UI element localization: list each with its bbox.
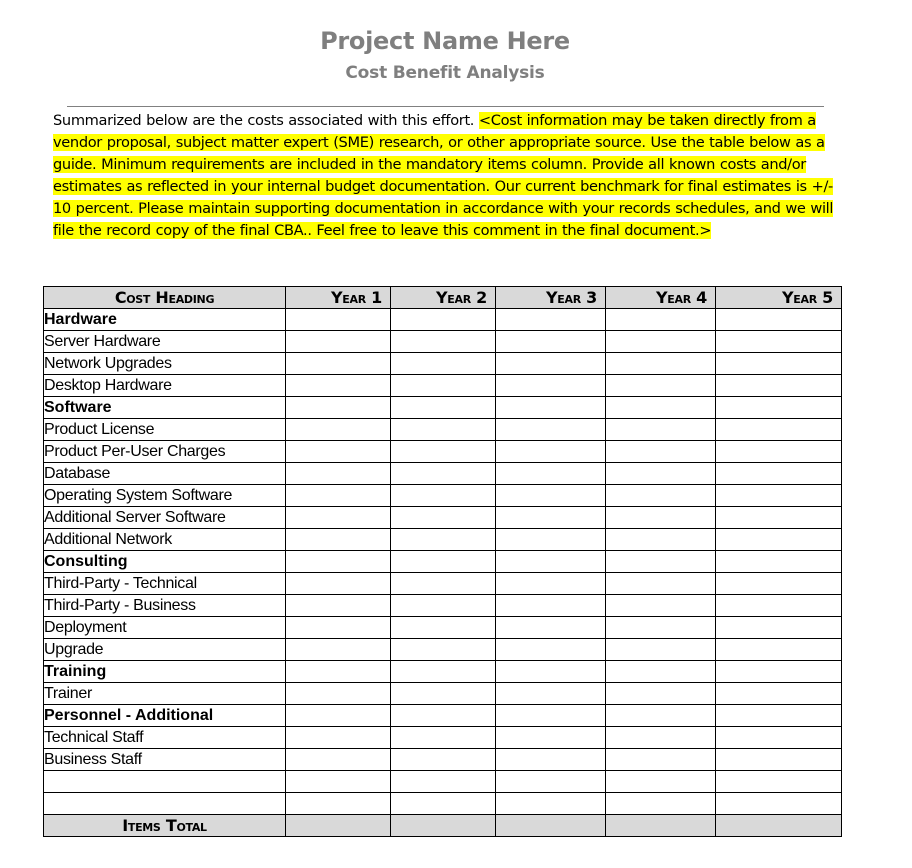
cost-cell-year-3[interactable] <box>496 705 606 727</box>
cost-cell-year-3[interactable] <box>496 353 606 375</box>
cost-cell-year-5[interactable] <box>716 375 842 397</box>
table-row <box>44 353 842 375</box>
table-row <box>44 507 842 529</box>
cost-cell-year-1[interactable] <box>286 617 391 639</box>
total-cell-year-5[interactable] <box>716 815 842 837</box>
category-label[interactable]: Hardware <box>44 309 286 331</box>
cost-cell-year-3[interactable] <box>496 727 606 749</box>
cost-cell-year-3[interactable] <box>496 331 606 353</box>
cost-cell-year-3[interactable] <box>496 749 606 771</box>
total-cell-year-2[interactable] <box>391 815 496 837</box>
cost-cell-year-3[interactable] <box>496 661 606 683</box>
cost-cell-year-4[interactable] <box>606 793 716 815</box>
item-label[interactable]: Server Hardware <box>44 331 286 353</box>
table-row <box>44 375 842 397</box>
cost-cell-year-5[interactable] <box>716 485 842 507</box>
cost-cell-year-5[interactable] <box>716 397 842 419</box>
table-row <box>44 529 842 551</box>
item-label[interactable]: Network Upgrades <box>44 353 286 375</box>
cost-cell-year-5[interactable] <box>716 551 842 573</box>
cost-cell-year-5[interactable] <box>716 705 842 727</box>
cost-cell-year-1[interactable] <box>286 661 391 683</box>
cost-cell-year-4[interactable] <box>606 617 716 639</box>
item-label[interactable]: Desktop Hardware <box>44 375 286 397</box>
cost-cell-year-3[interactable] <box>496 397 606 419</box>
cost-cell-year-2[interactable] <box>391 419 496 441</box>
header-year-3: Year 3 <box>496 287 606 309</box>
item-label[interactable]: Product Per-User Charges <box>44 441 286 463</box>
cost-cell-year-3[interactable] <box>496 441 606 463</box>
cost-cell-year-1[interactable] <box>286 353 391 375</box>
items-total-row <box>44 815 842 837</box>
cost-cell-year-4[interactable] <box>606 639 716 661</box>
cost-cell-year-5[interactable] <box>716 771 842 793</box>
cost-cell-year-3[interactable] <box>496 573 606 595</box>
cost-cell-year-1[interactable] <box>286 419 391 441</box>
table-row <box>44 331 842 353</box>
cost-cell-year-3[interactable] <box>496 771 606 793</box>
cost-cell-year-3[interactable] <box>496 551 606 573</box>
cost-cell-year-5[interactable] <box>716 573 842 595</box>
table-row <box>44 485 842 507</box>
total-cell-year-4[interactable] <box>606 815 716 837</box>
table-row <box>44 617 842 639</box>
cost-cell-year-5[interactable] <box>716 331 842 353</box>
cost-cell-year-5[interactable] <box>716 749 842 771</box>
table-row <box>44 419 842 441</box>
cost-cell-year-4[interactable] <box>606 463 716 485</box>
cost-cell-year-5[interactable] <box>716 661 842 683</box>
cost-cell-year-4[interactable] <box>606 529 716 551</box>
cost-cell-year-2[interactable] <box>391 551 496 573</box>
cost-cell-year-3[interactable] <box>496 309 606 331</box>
total-cell-year-3[interactable] <box>496 815 606 837</box>
cost-cell-year-3[interactable] <box>496 617 606 639</box>
item-label[interactable]: Third-Party - Technical <box>44 573 286 595</box>
cost-cell-year-3[interactable] <box>496 595 606 617</box>
cost-cell-year-2[interactable] <box>391 375 496 397</box>
cost-cell-year-1[interactable] <box>286 309 391 331</box>
cost-cell-year-3[interactable] <box>496 375 606 397</box>
cost-cell-year-3[interactable] <box>496 507 606 529</box>
item-label[interactable]: Additional Server Software <box>44 507 286 529</box>
table-row <box>44 441 842 463</box>
cost-cell-year-5[interactable] <box>716 727 842 749</box>
cost-cell-year-5[interactable] <box>716 595 842 617</box>
cost-cell-year-5[interactable] <box>716 419 842 441</box>
item-label[interactable]: Third-Party - Business <box>44 595 286 617</box>
cost-cell-year-3[interactable] <box>496 639 606 661</box>
cost-cell-year-1[interactable] <box>286 595 391 617</box>
cost-cell-year-3[interactable] <box>496 463 606 485</box>
cost-cell-year-3[interactable] <box>496 793 606 815</box>
cost-cell-year-3[interactable] <box>496 419 606 441</box>
header-year-2: Year 2 <box>391 287 496 309</box>
cost-cell-year-5[interactable] <box>716 441 842 463</box>
intro-plain-text: Summarized below are the costs associated with this effort. <box>53 112 479 129</box>
table-row <box>44 793 842 815</box>
cost-cell-year-1[interactable] <box>286 683 391 705</box>
category-row <box>44 551 842 573</box>
cost-cell-year-4[interactable] <box>606 353 716 375</box>
cost-cell-year-1[interactable] <box>286 705 391 727</box>
category-row <box>44 705 842 727</box>
table-row <box>44 749 842 771</box>
item-label[interactable]: Business Staff <box>44 749 286 771</box>
table-row <box>44 463 842 485</box>
item-label[interactable]: Additional Network <box>44 529 286 551</box>
table-row <box>44 595 842 617</box>
cost-cell-year-4[interactable] <box>606 771 716 793</box>
category-row <box>44 397 842 419</box>
item-label[interactable] <box>44 793 286 815</box>
cost-cell-year-1[interactable] <box>286 793 391 815</box>
item-label[interactable]: Trainer <box>44 683 286 705</box>
table-row <box>44 771 842 793</box>
header-year-1: Year 1 <box>286 287 391 309</box>
cost-cell-year-4[interactable] <box>606 397 716 419</box>
cost-cell-year-4[interactable] <box>606 749 716 771</box>
item-label[interactable]: Database <box>44 463 286 485</box>
cost-cell-year-1[interactable] <box>286 375 391 397</box>
cost-cell-year-5[interactable] <box>716 463 842 485</box>
table-row <box>44 727 842 749</box>
items-total-label: Items Total <box>44 815 286 837</box>
item-label[interactable]: Technical Staff <box>44 727 286 749</box>
cost-cell-year-2[interactable] <box>391 793 496 815</box>
cost-cell-year-1[interactable] <box>286 749 391 771</box>
category-row <box>44 309 842 331</box>
cost-cell-year-1[interactable] <box>286 331 391 353</box>
cost-cell-year-5[interactable] <box>716 793 842 815</box>
cost-table <box>43 286 842 837</box>
item-label[interactable]: Upgrade <box>44 639 286 661</box>
table-header-row <box>44 287 842 309</box>
cost-cell-year-1[interactable] <box>286 529 391 551</box>
category-label[interactable]: Training <box>44 661 286 683</box>
cost-cell-year-4[interactable] <box>606 705 716 727</box>
cost-cell-year-4[interactable] <box>606 331 716 353</box>
cost-cell-year-4[interactable] <box>606 441 716 463</box>
cost-cell-year-3[interactable] <box>496 529 606 551</box>
cost-cell-year-4[interactable] <box>606 419 716 441</box>
cost-cell-year-4[interactable] <box>606 507 716 529</box>
cost-cell-year-2[interactable] <box>391 353 496 375</box>
category-row <box>44 661 842 683</box>
category-label[interactable]: Consulting <box>44 551 286 573</box>
cost-cell-year-5[interactable] <box>716 529 842 551</box>
cost-cell-year-2[interactable] <box>391 331 496 353</box>
cost-cell-year-2[interactable] <box>391 639 496 661</box>
cost-cell-year-1[interactable] <box>286 441 391 463</box>
header-year-4: Year 4 <box>606 287 716 309</box>
cost-cell-year-5[interactable] <box>716 507 842 529</box>
cost-cell-year-1[interactable] <box>286 507 391 529</box>
item-label[interactable]: Operating System Software <box>44 485 286 507</box>
cost-cell-year-2[interactable] <box>391 749 496 771</box>
cost-cell-year-2[interactable] <box>391 771 496 793</box>
cost-cell-year-1[interactable] <box>286 463 391 485</box>
cost-cell-year-2[interactable] <box>391 529 496 551</box>
cost-cell-year-1[interactable] <box>286 551 391 573</box>
intro-highlighted-comment: <Cost information may be taken directly from a vendor proposal, subject matter expert (SME) research, or other appropriate source. Use the table below as a guide. Minimum requirements are included in the mandatory items column. Provide all known costs and/or estimates as reflected in your internal budget documentation. Our current benchmark for final estimates is +/- 10 percent. Please maintain supporting documentation in accordance with your records schedules, and we will file the record copy of the final CBA.. Feel free to leave this comment in the final document.> <box>53 112 834 239</box>
cost-cell-year-2[interactable] <box>391 441 496 463</box>
cost-cell-year-4[interactable] <box>606 661 716 683</box>
cost-cell-year-3[interactable] <box>496 485 606 507</box>
table-row <box>44 683 842 705</box>
cost-cell-year-1[interactable] <box>286 573 391 595</box>
item-label[interactable]: Deployment <box>44 617 286 639</box>
item-label[interactable]: Product License <box>44 419 286 441</box>
table-row <box>44 573 842 595</box>
intro-paragraph[interactable] <box>53 110 843 242</box>
document-subtitle: Cost Benefit Analysis <box>345 63 545 83</box>
item-label[interactable] <box>44 771 286 793</box>
cost-cell-year-2[interactable] <box>391 507 496 529</box>
cost-cell-year-5[interactable] <box>716 309 842 331</box>
title-divider <box>67 106 824 107</box>
cost-cell-year-4[interactable] <box>606 573 716 595</box>
cost-cell-year-3[interactable] <box>496 683 606 705</box>
cost-cell-year-2[interactable] <box>391 397 496 419</box>
header-cost-heading: Cost Heading <box>44 287 286 309</box>
cost-cell-year-4[interactable] <box>606 551 716 573</box>
cost-cell-year-1[interactable] <box>286 485 391 507</box>
cost-cell-year-4[interactable] <box>606 309 716 331</box>
cost-cell-year-2[interactable] <box>391 573 496 595</box>
cost-cell-year-2[interactable] <box>391 463 496 485</box>
cost-cell-year-2[interactable] <box>391 309 496 331</box>
cost-cell-year-2[interactable] <box>391 595 496 617</box>
cost-cell-year-4[interactable] <box>606 485 716 507</box>
cost-cell-year-5[interactable] <box>716 639 842 661</box>
cost-cell-year-1[interactable] <box>286 727 391 749</box>
cost-cell-year-5[interactable] <box>716 683 842 705</box>
cost-cell-year-2[interactable] <box>391 705 496 727</box>
cost-cell-year-2[interactable] <box>391 661 496 683</box>
cost-cell-year-2[interactable] <box>391 683 496 705</box>
cost-cell-year-4[interactable] <box>606 683 716 705</box>
cost-cell-year-5[interactable] <box>716 353 842 375</box>
header-year-5: Year 5 <box>716 287 842 309</box>
cost-cell-year-1[interactable] <box>286 639 391 661</box>
cost-cell-year-1[interactable] <box>286 397 391 419</box>
cost-cell-year-5[interactable] <box>716 617 842 639</box>
cost-cell-year-4[interactable] <box>606 727 716 749</box>
cost-cell-year-4[interactable] <box>606 595 716 617</box>
cost-cell-year-2[interactable] <box>391 727 496 749</box>
category-label[interactable]: Software <box>44 397 286 419</box>
cost-cell-year-4[interactable] <box>606 375 716 397</box>
category-label[interactable]: Personnel - Additional <box>44 705 286 727</box>
table-row <box>44 639 842 661</box>
cost-cell-year-2[interactable] <box>391 485 496 507</box>
document-title: Project Name Here <box>320 27 570 55</box>
cost-cell-year-2[interactable] <box>391 617 496 639</box>
cost-cell-year-1[interactable] <box>286 771 391 793</box>
total-cell-year-1[interactable] <box>286 815 391 837</box>
